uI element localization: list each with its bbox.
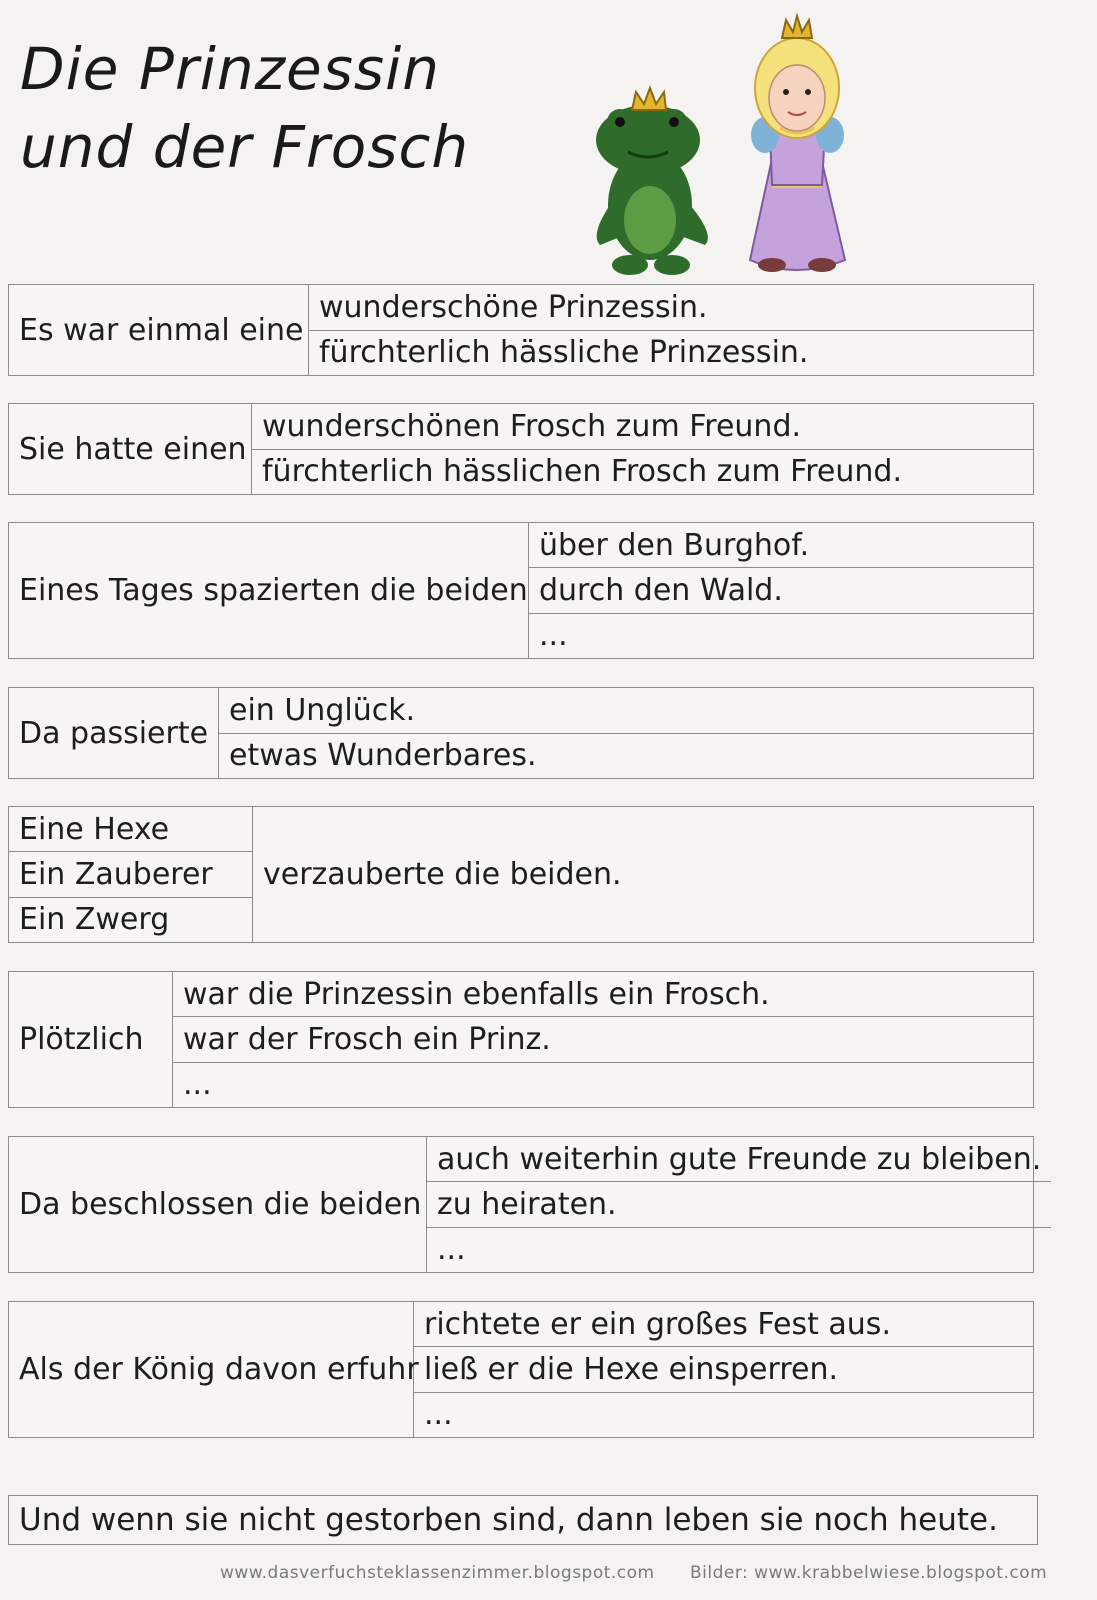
option-cell[interactable]: richtete er ein großes Fest aus. [424,1306,891,1342]
stem-text: Sie hatte einen [19,431,247,467]
options-column [219,688,1033,778]
stem-text: Eines Tages spazierten die beiden [19,573,528,608]
footer-source-link[interactable]: www.dasverfuchsteklassenzimmer.blogspot.com [220,1563,655,1583]
subject-options-column [9,807,253,942]
options-column [309,285,1033,375]
option-cell[interactable]: auch weiterhin gute Freunde zu bleiben. [437,1141,1042,1177]
option-cell[interactable]: wunderschöne Prinzessin. [319,289,708,325]
option-cell[interactable]: ließ er die Hexe einsperren. [414,1346,1033,1391]
princess-icon [750,16,845,272]
frog-princess-illustration [590,10,880,285]
stem-text: Da beschlossen die beiden [19,1187,422,1222]
options-column [427,1137,1051,1272]
option-cell[interactable]: war der Frosch ein Prinz. [173,1016,1033,1061]
page-title [20,30,469,186]
stem-column [9,523,529,658]
predicate-text: verzauberte die beiden. [263,857,622,892]
option-cell[interactable]: etwas Wunderbares. [219,733,1033,779]
options-column [529,523,1033,658]
stem-column [9,404,252,494]
option-cell[interactable]: fürchterlich hässlichen Frosch zum Freund. [252,449,1033,495]
sentence-block-6 [8,971,1034,1108]
stem-text: Es war einmal eine [19,312,304,348]
footer-image-credit[interactable]: Bilder: www.krabbelwiese.blogspot.com [690,1563,1048,1583]
option-cell[interactable]: ein Unglück. [229,692,416,728]
options-column [252,404,1033,494]
sentence-block-8 [8,1301,1034,1438]
option-cell[interactable]: Ein Zwerg [9,897,252,942]
option-cell[interactable]: Ein Zauberer [9,851,252,896]
option-cell[interactable]: ... [414,1392,1033,1437]
option-cell[interactable]: über den Burghof. [539,527,810,563]
stem-column [9,285,309,375]
option-cell[interactable]: durch den Wald. [529,567,1033,612]
stem-text: Da passierte [19,715,209,751]
stem-column [9,1137,427,1272]
option-cell[interactable]: fürchterlich hässliche Prinzessin. [309,330,1033,376]
option-cell[interactable]: zu heiraten. [427,1181,1051,1226]
options-column [173,972,1033,1107]
option-cell[interactable]: wunderschönen Frosch zum Freund. [262,408,802,444]
stem-text: Plötzlich [19,1022,144,1057]
option-cell[interactable]: ... [173,1062,1033,1107]
stem-column [9,688,219,778]
title-line-1: Die Prinzessin [20,35,441,103]
stem-column [9,1302,419,1437]
ending-sentence: Und wenn sie nicht gestorben sind, dann leben sie noch heute. [8,1495,1038,1545]
sentence-block-3 [8,522,1034,659]
frog-prince-icon [596,88,708,275]
option-cell[interactable]: ... [427,1227,1051,1272]
option-cell[interactable]: ... [529,613,1033,658]
option-cell[interactable]: Eine Hexe [19,811,170,847]
stem-column [9,972,173,1107]
sentence-block-7 [8,1136,1042,1273]
options-column [414,1302,1033,1437]
sentence-block-2 [8,403,1034,495]
title-line-2: und der Frosch [20,113,470,181]
sentence-block-1 [8,284,1034,376]
sentence-block-5 [8,806,1034,943]
sentence-block-4 [8,687,1034,779]
predicate-column [253,807,1033,942]
stem-text: Als der König davon erfuhr [19,1352,419,1387]
option-cell[interactable]: war die Prinzessin ebenfalls ein Frosch. [183,976,770,1012]
